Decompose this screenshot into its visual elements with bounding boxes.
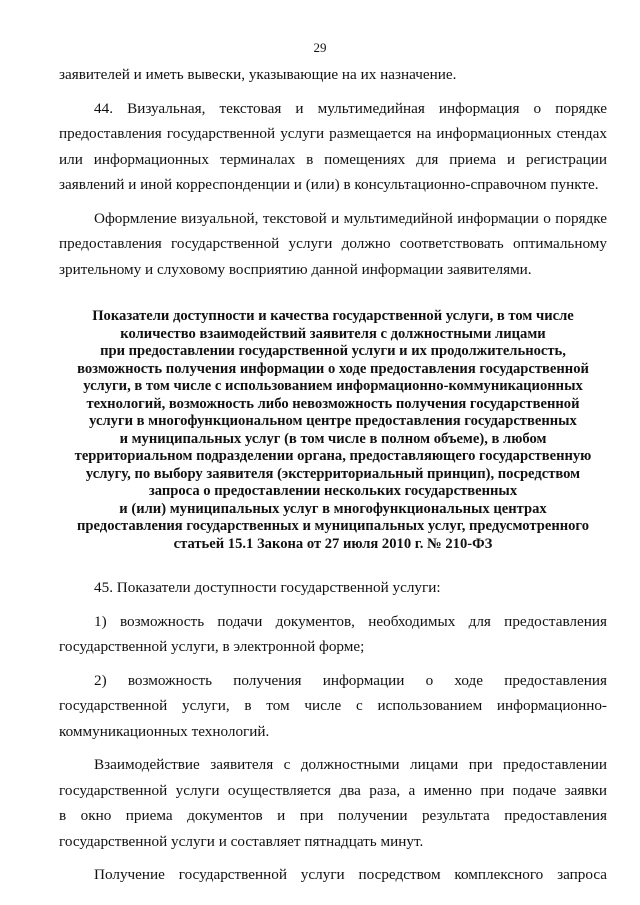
paragraph-top — [59, 62, 607, 88]
heading-line: при предоставлении государственной услуги и их продолжительность, — [100, 343, 566, 359]
section-heading — [59, 308, 607, 553]
text-line: Оформление визуальной, текстовой и мультимедийной информации о порядке — [94, 209, 607, 227]
text-line: государственной услуги и составляет пятнадцать минут. — [59, 832, 424, 850]
page-number: 29 — [313, 40, 327, 55]
heading-line: территориальном подразделении органа, предоставляющего государственную — [74, 448, 592, 464]
heading-line: услугу, по выбору заявителя (экстерриториальный принцип), посредством — [85, 465, 581, 482]
text-line: в окно приема документов и при получении результата предоставления — [59, 807, 607, 824]
heading-line: и муниципальных услуг (в том числе в полном объеме), в любом — [119, 430, 547, 447]
heading-line: Показатели доступности и качества государственной услуги, в том числе — [92, 308, 574, 324]
text-line: 2) возможность получения информации о ходе предоставления — [94, 671, 607, 689]
paragraph-design — [59, 206, 607, 283]
paragraph-44 — [59, 96, 607, 198]
heading-line: предоставления государственных и муниципальных услуг, предусмотренного — [77, 518, 589, 534]
text-line: 1) возможность подачи документов, необходимых для предоставления — [94, 612, 607, 630]
heading-line: услуги, в том числе с использованием информационно-коммуникационных — [83, 378, 583, 394]
text-line: зрительному и слуховому восприятию данной информации заявителями. — [59, 260, 532, 278]
text-line: или информационных терминалах в помещениях для приема и регистрации — [59, 150, 607, 168]
list-item-2 — [59, 668, 607, 745]
text-line: заявлений и иной корреспонденции и (или) в консультационно-справочном пункте. — [59, 176, 599, 193]
heading-line: услуги в многофункциональном центре предоставления государственных — [89, 413, 577, 429]
text-line: государственной услуги, в электронной форме; — [59, 638, 365, 655]
text-line: Взаимодействие заявителя с должностными лицами при предоставлении — [94, 756, 607, 773]
heading-line: технологий, возможность либо невозможность получения государственной — [86, 395, 580, 412]
text-line: государственной услуги, в том числе с использованием информационно- — [59, 697, 607, 714]
text-line: предоставления государственной услуги размещается на информационных стендах — [59, 125, 607, 142]
heading-line: и (или) муниципальных услуг в многофункциональных центрах — [119, 500, 547, 517]
heading-line: количество взаимодействий заявителя с должностными лицами — [120, 325, 546, 342]
heading-line: возможность получения информации о ходе предоставления государственной — [77, 360, 589, 377]
text-line: Получение государственной услуги посредством комплексного запроса — [94, 866, 607, 883]
text-line: предоставления государственной услуги должно соответствовать оптимальному — [59, 235, 607, 252]
page-content — [59, 62, 607, 888]
paragraph-complex — [59, 862, 607, 888]
heading-line: запроса о предоставлении нескольких государственных — [148, 483, 518, 499]
paragraph-interaction — [59, 752, 607, 854]
heading-line: статьей 15.1 Закона от 27 июля 2010 г. № 210-ФЗ — [173, 535, 493, 552]
text-line: 45. Показатели доступности государственной услуги: — [94, 579, 441, 596]
list-item-1 — [59, 609, 607, 660]
text-line: 44. Визуальная, текстовая и мультимедийная информация о порядке — [94, 99, 607, 117]
paragraph-45 — [59, 575, 607, 601]
text-line: государственной услуги осуществляется два раза, а именно при подаче заявки — [59, 781, 607, 799]
text-line: заявителей и иметь вывески, указывающие на их назначение. — [59, 66, 457, 83]
text-line: коммуникационных технологий. — [59, 722, 270, 740]
